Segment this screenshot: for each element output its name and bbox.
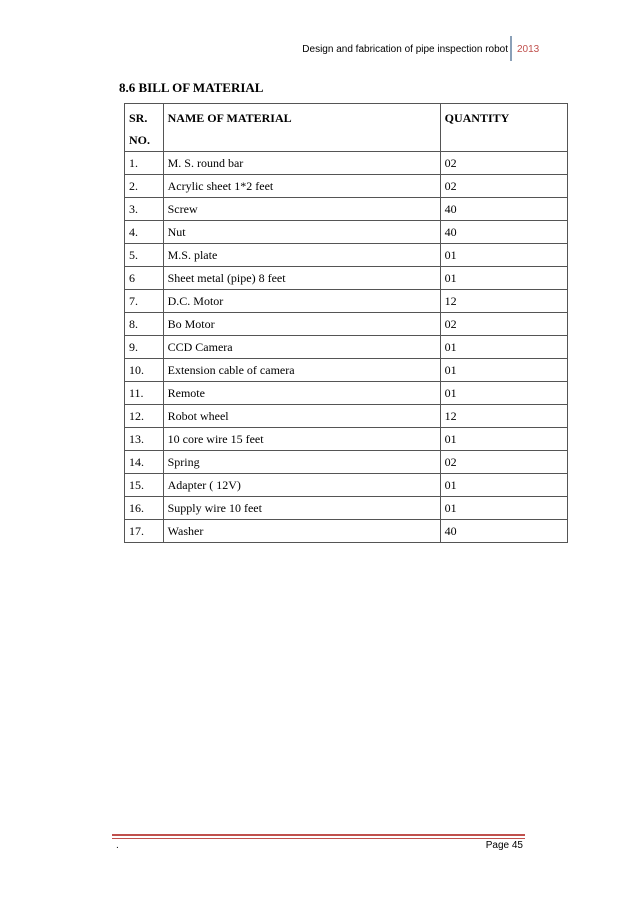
table-row	[125, 336, 568, 359]
header-sr-no	[125, 104, 164, 152]
table-row	[125, 520, 568, 543]
cell-material-name: D.C. Motor	[163, 290, 440, 313]
cell-quantity: 40	[440, 221, 567, 244]
table-row	[125, 267, 568, 290]
cell-material-name: M.S. plate	[163, 244, 440, 267]
cell-material-name: Sheet metal (pipe) 8 feet	[163, 267, 440, 290]
table-row	[125, 175, 568, 198]
cell-quantity: 40	[440, 198, 567, 221]
table-row	[125, 497, 568, 520]
header-sr-line2: NO.	[129, 133, 150, 147]
cell-sr-no: 5.	[125, 244, 164, 267]
table-row	[125, 474, 568, 497]
cell-material-name: Supply wire 10 feet	[163, 497, 440, 520]
table-row	[125, 152, 568, 175]
cell-material-name: Washer	[163, 520, 440, 543]
table-row	[125, 382, 568, 405]
cell-material-name: Extension cable of camera	[163, 359, 440, 382]
cell-material-name: Acrylic sheet 1*2 feet	[163, 175, 440, 198]
table-row	[125, 198, 568, 221]
cell-material-name: Bo Motor	[163, 313, 440, 336]
cell-sr-no: 1.	[125, 152, 164, 175]
footer-rule-thin	[112, 838, 525, 839]
header-divider	[510, 36, 512, 61]
header-material-name: NAME OF MATERIAL	[163, 104, 440, 152]
footer-rule-thick	[112, 834, 525, 836]
cell-material-name: CCD Camera	[163, 336, 440, 359]
header-title: Design and fabrication of pipe inspection robot	[302, 44, 508, 55]
cell-quantity: 12	[440, 405, 567, 428]
table-row	[125, 313, 568, 336]
cell-material-name: Spring	[163, 451, 440, 474]
cell-sr-no: 12.	[125, 405, 164, 428]
table-row	[125, 244, 568, 267]
cell-sr-no: 13.	[125, 428, 164, 451]
cell-sr-no: 6	[125, 267, 164, 290]
cell-material-name: M. S. round bar	[163, 152, 440, 175]
cell-sr-no: 4.	[125, 221, 164, 244]
cell-quantity: 01	[440, 497, 567, 520]
cell-quantity: 01	[440, 382, 567, 405]
footer-left-text: .	[116, 840, 119, 851]
cell-material-name: Adapter ( 12V)	[163, 474, 440, 497]
cell-sr-no: 2.	[125, 175, 164, 198]
cell-material-name: Remote	[163, 382, 440, 405]
cell-material-name: Nut	[163, 221, 440, 244]
cell-sr-no: 16.	[125, 497, 164, 520]
cell-sr-no: 15.	[125, 474, 164, 497]
header-year: 2013	[517, 44, 540, 55]
header-sr-line1: SR.	[129, 111, 148, 125]
cell-quantity: 01	[440, 474, 567, 497]
table-body	[125, 152, 568, 543]
header-quantity: QUANTITY	[440, 104, 567, 152]
cell-quantity: 01	[440, 336, 567, 359]
cell-quantity: 01	[440, 428, 567, 451]
table-row	[125, 451, 568, 474]
table-row	[125, 221, 568, 244]
cell-sr-no: 14.	[125, 451, 164, 474]
cell-quantity: 40	[440, 520, 567, 543]
table-header-row	[125, 104, 568, 152]
cell-material-name: 10 core wire 15 feet	[163, 428, 440, 451]
section-title: 8.6 BILL OF MATERIAL	[119, 80, 264, 95]
cell-sr-no: 11.	[125, 382, 164, 405]
cell-quantity: 01	[440, 359, 567, 382]
cell-sr-no: 10.	[125, 359, 164, 382]
table-row	[125, 405, 568, 428]
cell-sr-no: 3.	[125, 198, 164, 221]
bill-of-material-table	[124, 103, 568, 543]
cell-sr-no: 9.	[125, 336, 164, 359]
cell-quantity: 02	[440, 313, 567, 336]
cell-quantity: 12	[440, 290, 567, 313]
cell-sr-no: 17.	[125, 520, 164, 543]
page-number: Page 45	[485, 840, 523, 851]
cell-material-name: Screw	[163, 198, 440, 221]
cell-quantity: 02	[440, 175, 567, 198]
cell-quantity: 02	[440, 152, 567, 175]
cell-material-name: Robot wheel	[163, 405, 440, 428]
cell-quantity: 02	[440, 451, 567, 474]
cell-sr-no: 8.	[125, 313, 164, 336]
table-row	[125, 290, 568, 313]
table-row	[125, 359, 568, 382]
table-row	[125, 428, 568, 451]
cell-sr-no: 7.	[125, 290, 164, 313]
cell-quantity: 01	[440, 244, 567, 267]
cell-quantity: 01	[440, 267, 567, 290]
